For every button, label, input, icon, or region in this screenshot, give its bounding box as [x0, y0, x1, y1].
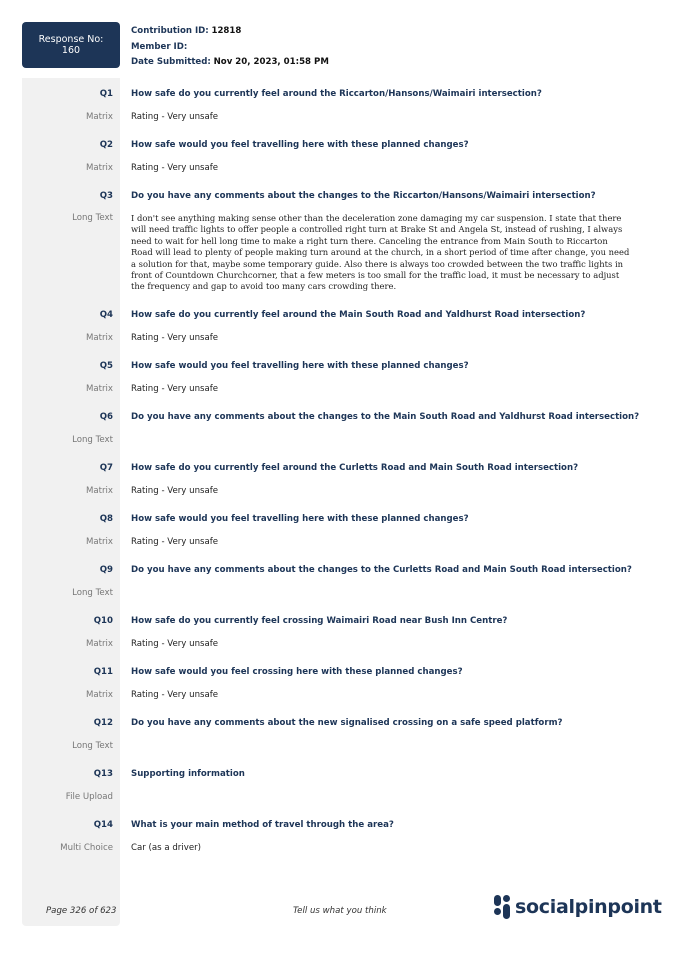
question-type: Matrix [85, 384, 113, 394]
question-text: How safe would you feel travelling here with these planned changes? [131, 140, 469, 150]
question-type: Matrix [85, 112, 113, 122]
question-number: Q12 [93, 718, 113, 728]
date-submitted: Nov 20, 2023, 01:58 PM [213, 57, 329, 67]
answer-text: I don't see anything making sense other than the deceleration zone damaging my car suspension. I state that there will need traffic lights to offer people a controlled right turn at Brake St and Angela St, instead of rushing, I always need to wait for hell long time to make a right turn there. Canceling the entrance from Main South to Riccarton Road will lead to plenty of people making turn around at the church, in a short period of time after change, you need a solution for that, maybe some temporary guide. Also there is always too crowded between the two traffic lights in front of Countdown Churchcorner, that a few meters is too small for the traffic load, it must be necessary to adjust the frequency and gap to avoid too many cars crowding there. [131, 213, 630, 292]
answer-text: Rating - Very unsafe [131, 163, 219, 173]
pinpoint-logo-icon [493, 894, 511, 920]
answer-text: Rating - Very unsafe [131, 333, 219, 343]
question-number: Q4 [99, 310, 113, 320]
answer-text: Rating - Very unsafe [131, 112, 219, 122]
question-text: How safe would you feel crossing here with these planned changes? [131, 667, 463, 677]
question-type: Matrix [85, 537, 113, 547]
question-type: Matrix [85, 486, 113, 496]
page-number: Page 326 of 623 [46, 906, 117, 916]
question-number: Q2 [99, 140, 113, 150]
question-text: How safe do you currently feel around the Riccarton/Hansons/Waimairi intersection? [131, 89, 542, 99]
question-number: Q6 [99, 412, 113, 422]
question-type: Matrix [85, 690, 113, 700]
question-number: Q3 [99, 191, 113, 201]
question-number: Q8 [99, 514, 113, 524]
response-label: Response No: [38, 34, 104, 45]
question-number: Q1 [99, 89, 113, 99]
question-number: Q10 [93, 616, 113, 626]
member-label: Member ID: [131, 41, 188, 52]
question-type: Long Text [72, 213, 113, 223]
question-number: Q9 [99, 565, 113, 575]
footer-tagline: Tell us what you think [293, 906, 387, 916]
question-type: Matrix [85, 333, 113, 343]
question-type: Long Text [72, 588, 113, 598]
question-text: How safe would you feel travelling here with these planned changes? [131, 361, 469, 371]
question-text: How safe do you currently feel crossing Waimairi Road near Bush Inn Centre? [131, 616, 508, 626]
contribution-id: 12818 [211, 26, 242, 36]
contribution-label: Contribution ID: [131, 26, 209, 36]
answer-text: Rating - Very unsafe [131, 486, 219, 496]
question-type: Long Text [72, 741, 113, 751]
question-type: Multi Choice [60, 843, 113, 853]
response-number-box [22, 22, 120, 68]
question-text: Do you have any comments about the new signalised crossing on a safe speed platform? [131, 718, 563, 728]
question-text: Do you have any comments about the changes to the Curletts Road and Main South Road intersection? [131, 565, 632, 575]
question-number: Q5 [99, 361, 113, 371]
logo-text: socialpinpoint [515, 896, 662, 918]
question-text: How safe do you currently feel around the Main South Road and Yaldhurst Road intersection? [131, 310, 586, 320]
question-text: What is your main method of travel through the area? [131, 820, 394, 830]
answer-text: Rating - Very unsafe [131, 639, 219, 649]
answer-text: Car (as a driver) [131, 843, 201, 853]
question-number: Q11 [93, 667, 113, 677]
question-text: How safe do you currently feel around the Curletts Road and Main South Road intersection? [131, 463, 579, 473]
question-text: Supporting information [131, 769, 245, 779]
question-text: Do you have any comments about the changes to the Main South Road and Yaldhurst Road intersection? [131, 412, 640, 422]
answer-text: Rating - Very unsafe [131, 690, 219, 700]
question-text: How safe would you feel travelling here with these planned changes? [131, 514, 469, 524]
socialpinpoint-logo [493, 894, 662, 920]
date-label: Date Submitted: [131, 57, 211, 67]
question-number: Q14 [93, 820, 113, 830]
response-number: 160 [61, 45, 81, 56]
question-number: Q13 [93, 769, 113, 779]
submission-meta [131, 24, 329, 71]
question-type: Matrix [85, 163, 113, 173]
question-text: Do you have any comments about the changes to the Riccarton/Hansons/Waimairi intersection? [131, 191, 596, 201]
answer-text: Rating - Very unsafe [131, 537, 219, 547]
question-type: File Upload [65, 792, 113, 802]
question-type: Matrix [85, 639, 113, 649]
question-type: Long Text [72, 435, 113, 445]
question-number: Q7 [99, 463, 113, 473]
answer-text: Rating - Very unsafe [131, 384, 219, 394]
